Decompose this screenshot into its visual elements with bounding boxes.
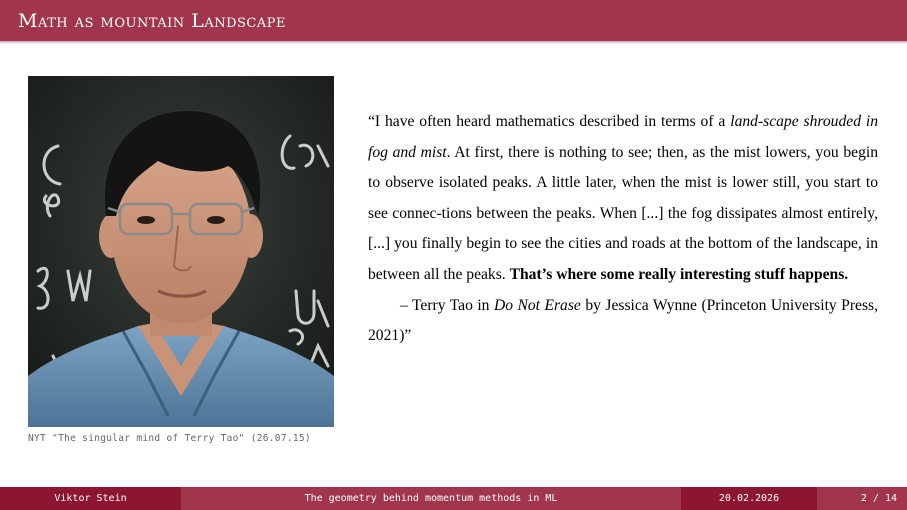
footer-page-number: 2 / 14	[817, 487, 907, 510]
attribution-text: by Jessica Wynne (Princeton University Press, 2021)”	[368, 296, 878, 345]
quote-emphasis: land-scape shrouded in fog and mist	[368, 113, 879, 161]
quote-block	[368, 107, 878, 352]
footer-author: Viktor Stein	[0, 487, 181, 510]
quote-bold: That’s where some really interesting stuff happens.	[509, 265, 849, 283]
quote-text: “I have often heard mathematics described in terms of a	[368, 113, 731, 130]
book-title: Do Not Erase	[493, 296, 581, 314]
header-divider	[0, 41, 907, 44]
photo-caption: NYT "The singular mind of Terry Tao" (26.07.15)	[28, 433, 311, 444]
footer-title: The geometry behind momentum methods in ML	[181, 487, 681, 510]
attribution-text: – Terry Tao in	[400, 296, 494, 314]
footer-bar	[0, 487, 907, 510]
quote-text: . At first, there is nothing to see; then, as the mist lowers, you begin to observe isolated peaks. A little later, when the mist is lower still, you start to see connec-tions between the peaks. When [...] the fog dissipates almost entirely, [...] you finally begin to see the cities and roads at the bottom of the landscape, in between all the peaks.	[368, 143, 878, 283]
header-bar	[0, 0, 907, 41]
quote-attribution	[368, 291, 878, 352]
slide-title: Math as mountain Landscape	[18, 10, 286, 32]
portrait-photo	[28, 76, 334, 427]
quote-paragraph	[368, 107, 878, 291]
footer-date: 20.02.2026	[681, 487, 817, 510]
